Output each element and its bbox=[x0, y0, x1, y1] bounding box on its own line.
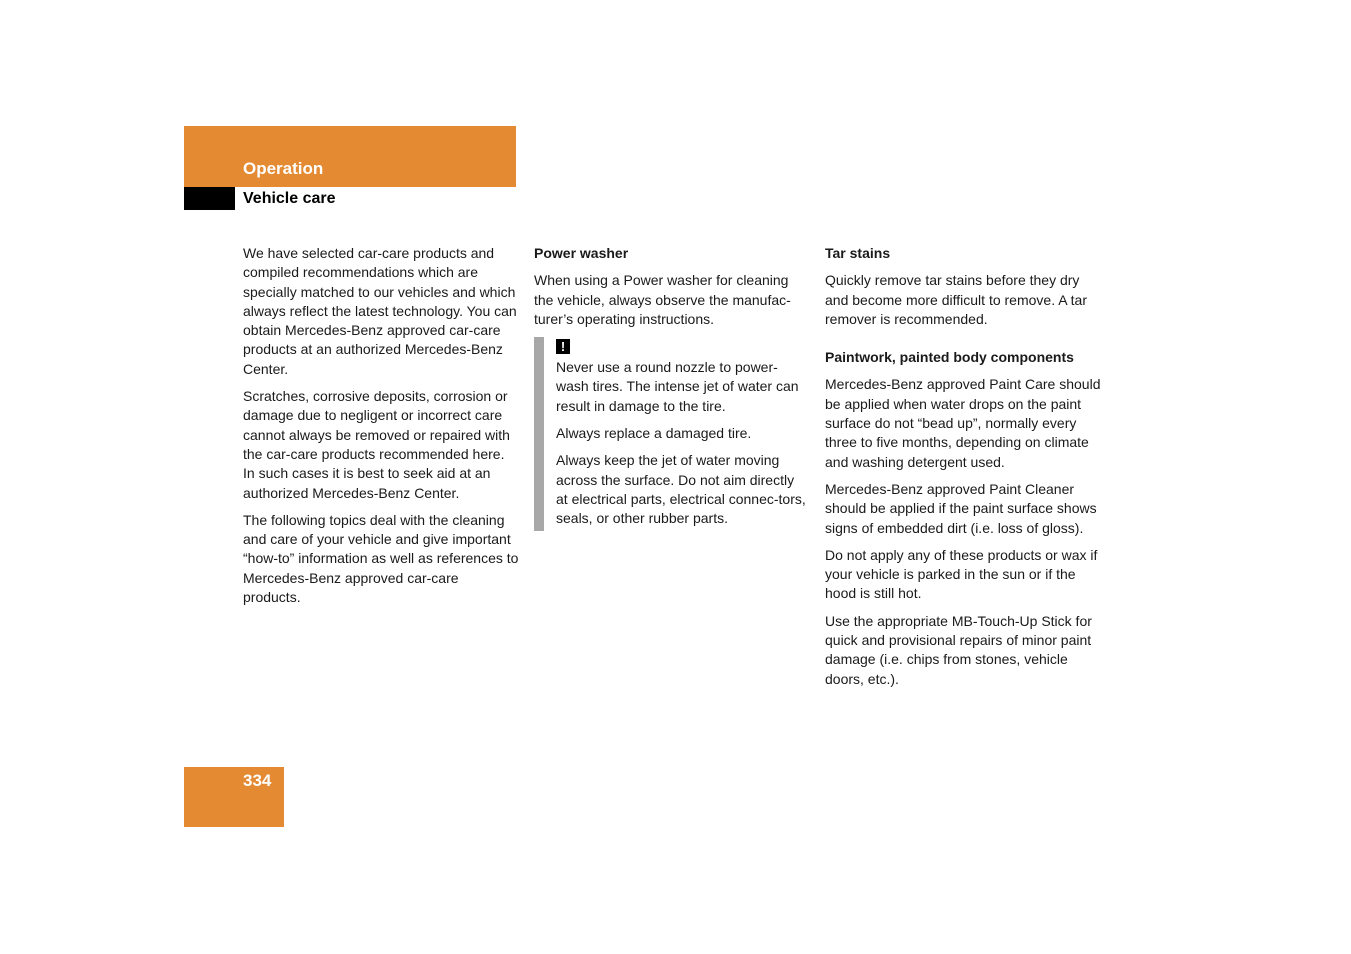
paragraph: When using a Power washer for cleaning the vehicle, always observe the manufac-turer’s operating instructions. bbox=[534, 272, 791, 327]
subsection-title: Vehicle care bbox=[243, 190, 336, 207]
column-power-washer bbox=[534, 244, 808, 537]
paragraph: Mercedes-Benz approved Paint Cleaner should be applied if the paint surface shows signs of embedded dirt (i.e. loss of gloss). bbox=[825, 480, 1097, 536]
warning-paragraph: Always keep the jet of water moving across the surface. Do not aim directly at electrical parts, electrical connec-tors, seals, or other rubber parts. bbox=[556, 452, 806, 527]
heading-power-washer: Power washer bbox=[534, 245, 629, 261]
page-number: 334 bbox=[243, 771, 272, 790]
paragraph: Do not apply any of these products or wax if your vehicle is parked in the sun or if the hood is still hot. bbox=[825, 546, 1098, 602]
warning-paragraph: Never use a round nozzle to power-wash tires. The intense jet of water can result in damage to the tire. bbox=[556, 359, 799, 414]
section-title: Operation bbox=[243, 159, 324, 178]
warning-bar bbox=[534, 337, 544, 531]
column-paintwork bbox=[825, 244, 1101, 697]
warning-paragraph: Always replace a damaged tire. bbox=[556, 425, 752, 442]
warning-icon: ! bbox=[556, 339, 570, 354]
paragraph: Mercedes-Benz approved Paint Care should be applied when water drops on the paint surface do not “bead up”, normally every three to five months, depending on climate and washing detergent used. bbox=[825, 376, 1101, 470]
paragraph: Scratches, corrosive deposits, corrosion or damage due to negligent or incorrect care cannot always be removed or repaired with the car-care products recommended here. In such cases it is best to seek aid at an authorized Mercedes-Benz Center. bbox=[243, 388, 510, 501]
paragraph: Quickly remove tar stains before they dry and become more difficult to remove. A tar remover is recommended. bbox=[825, 272, 1087, 327]
warning-box bbox=[534, 337, 808, 528]
header-bar bbox=[184, 126, 516, 187]
heading-tar-stains: Tar stains bbox=[825, 245, 891, 261]
column-intro bbox=[243, 244, 519, 615]
heading-paintwork: Paintwork, painted body components bbox=[825, 349, 1074, 366]
paragraph: The following topics deal with the cleaning and care of your vehicle and give important “how-to” information as well as references to Mercedes-Benz approved car-care products. bbox=[243, 511, 519, 606]
section-marker bbox=[184, 187, 235, 210]
paragraph: We have selected car-care products and compiled recommendations which are specially matched to our vehicles and which always reflect the latest technology. You can obtain Mercedes-Benz approved car-care products at an authorized Mercedes-Benz Center. bbox=[243, 245, 517, 377]
paragraph: Use the appropriate MB-Touch-Up Stick for quick and provisional repairs of minor paint damage (i.e. chips from stones, vehicle doors, etc.). bbox=[825, 612, 1092, 687]
